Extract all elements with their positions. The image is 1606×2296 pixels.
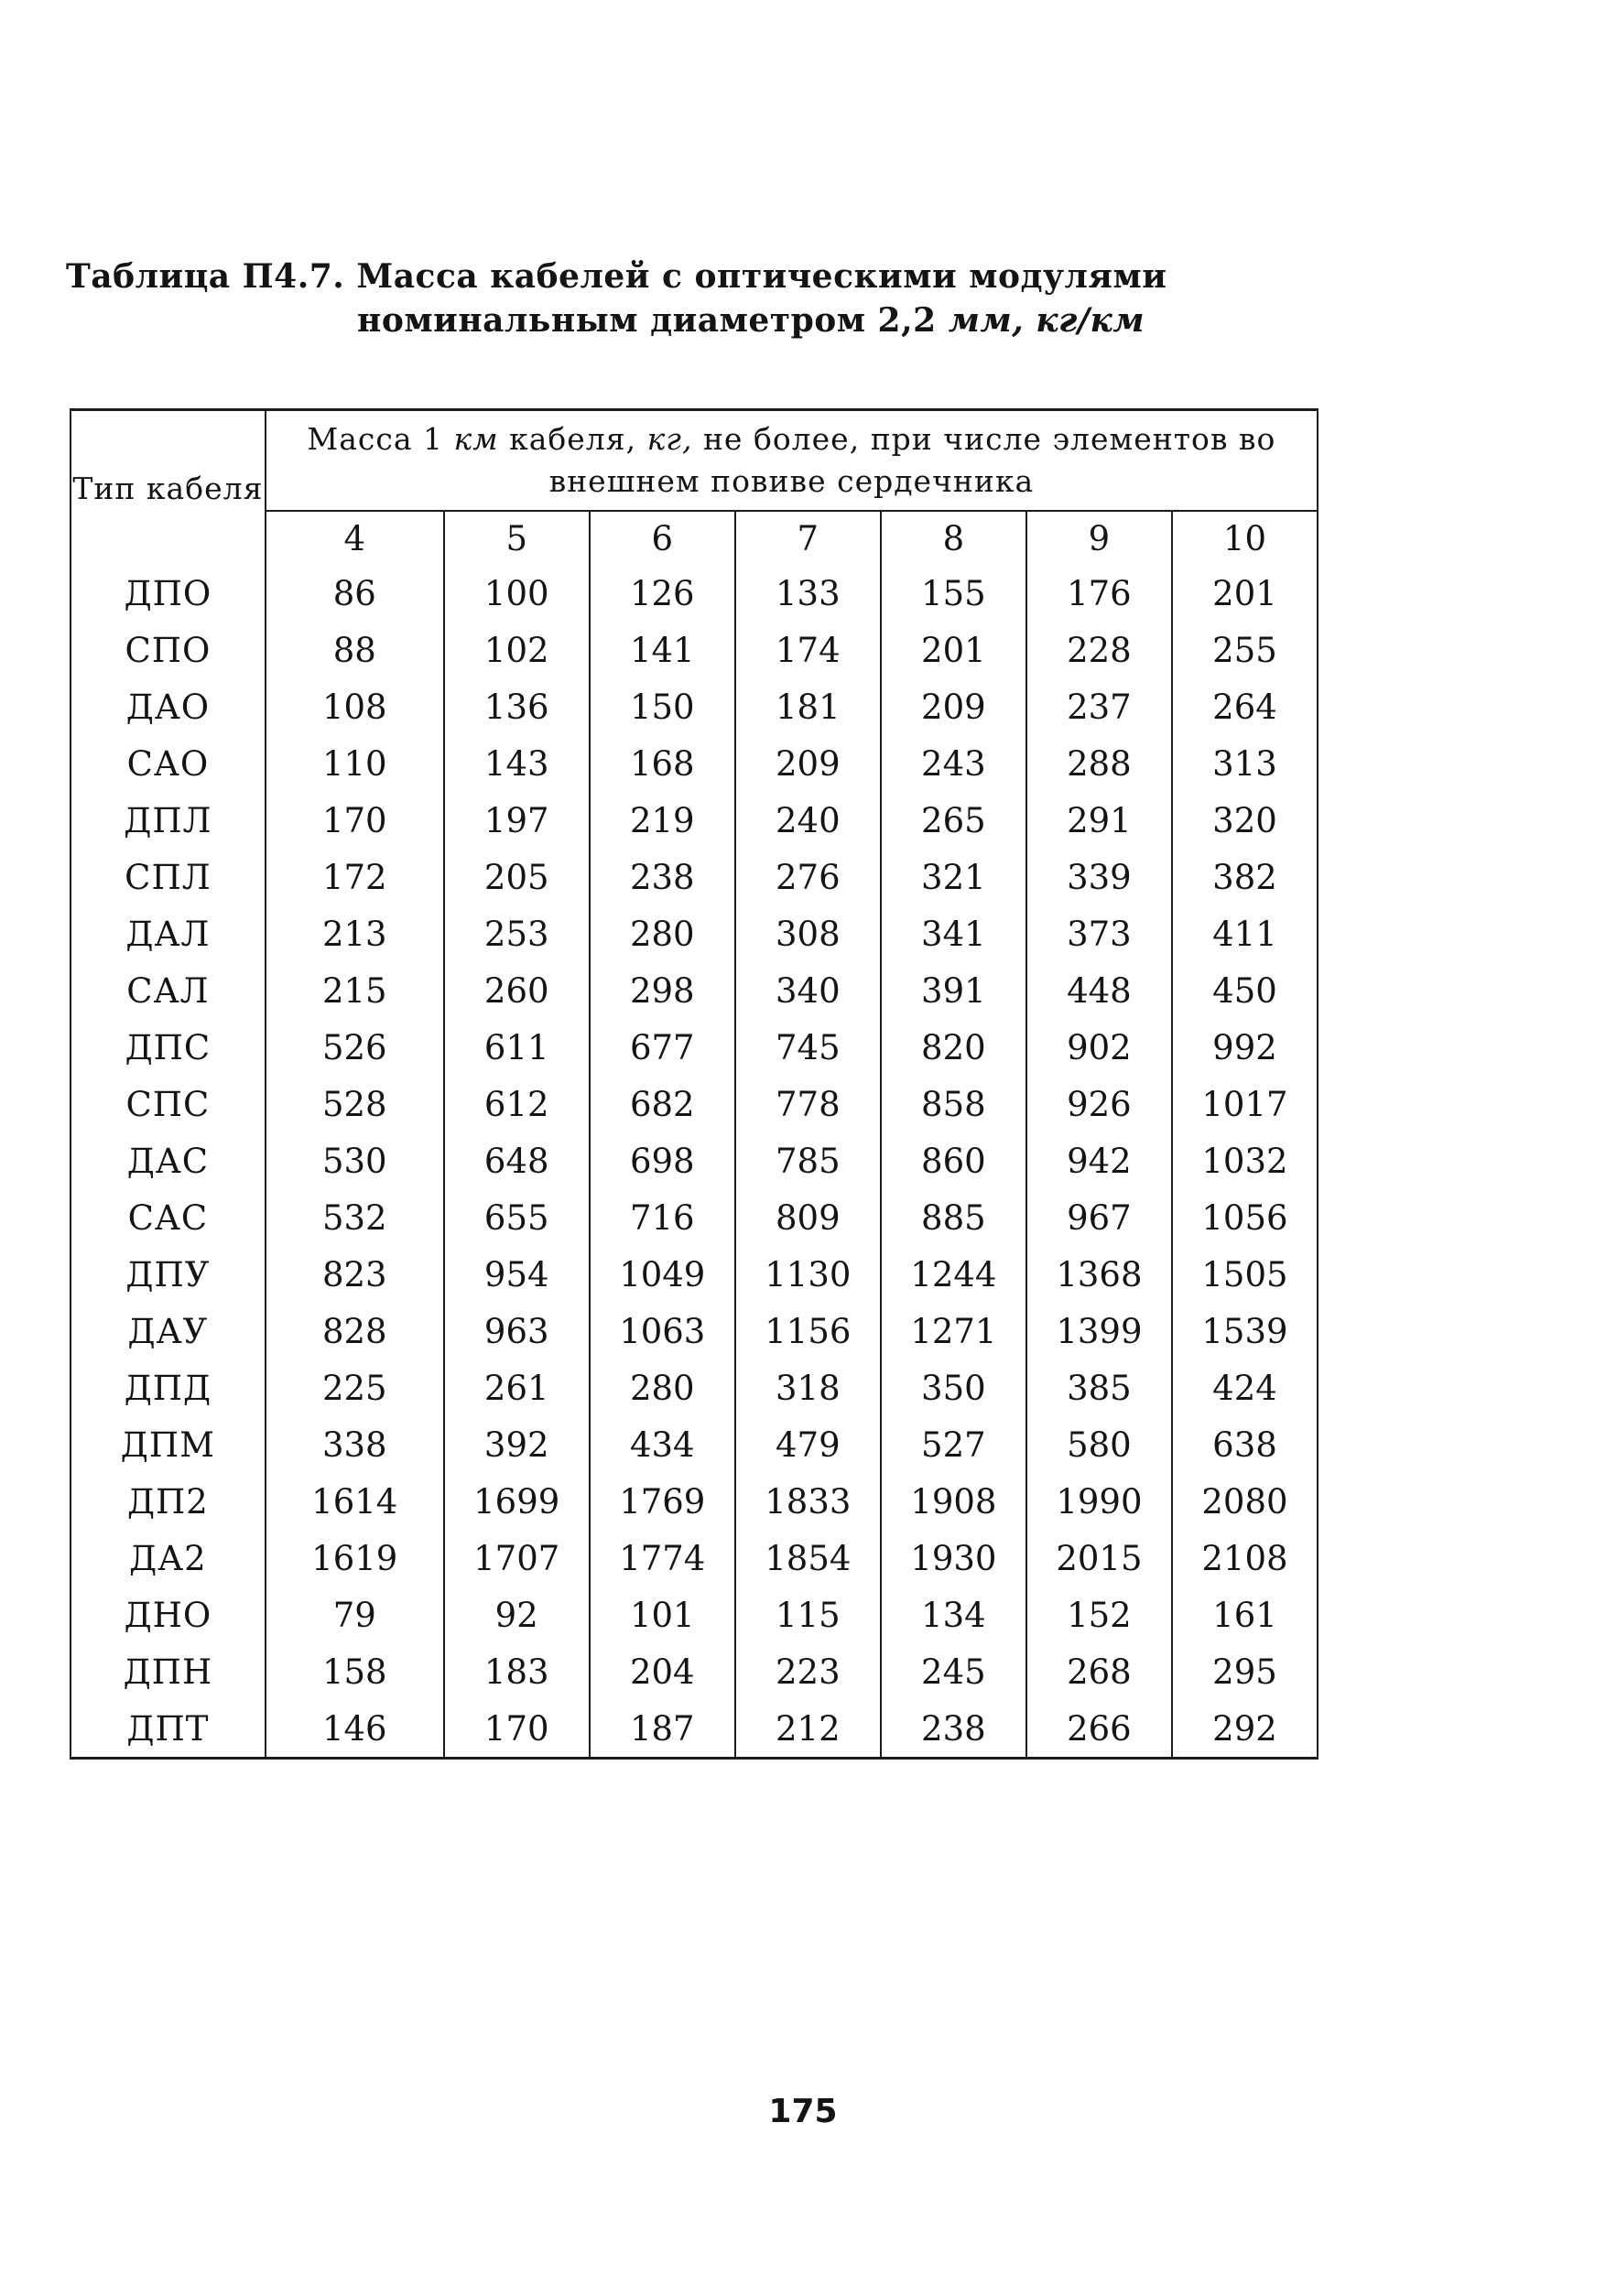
mass-value-cell: 197 bbox=[444, 792, 590, 849]
mass-value-cell: 245 bbox=[881, 1643, 1026, 1700]
mass-value-cell: 1271 bbox=[881, 1303, 1026, 1359]
group-header-part2: кабеля, bbox=[509, 421, 637, 457]
table-row bbox=[71, 1359, 1318, 1416]
mass-value-cell: 424 bbox=[1172, 1359, 1318, 1416]
page-number: 175 bbox=[768, 2093, 838, 2130]
mass-value-cell: 341 bbox=[881, 905, 1026, 962]
table-row bbox=[71, 905, 1318, 962]
group-header-kg: кг, bbox=[646, 421, 693, 457]
mass-value-cell: 176 bbox=[1026, 565, 1172, 622]
mass-value-cell: 238 bbox=[590, 849, 735, 905]
mass-value-cell: 1614 bbox=[266, 1473, 444, 1530]
cable-type-cell: ДПТ bbox=[71, 1700, 266, 1759]
mass-value-cell: 926 bbox=[1026, 1076, 1172, 1132]
mass-value-cell: 527 bbox=[881, 1416, 1026, 1473]
mass-value-cell: 820 bbox=[881, 1019, 1026, 1076]
table-row bbox=[71, 849, 1318, 905]
table-caption bbox=[66, 255, 1256, 342]
cable-type-cell: САО bbox=[71, 735, 266, 792]
mass-value-cell: 79 bbox=[266, 1587, 444, 1643]
mass-value-cell: 1699 bbox=[444, 1473, 590, 1530]
mass-value-cell: 450 bbox=[1172, 962, 1318, 1019]
cable-type-cell: ДПЛ bbox=[71, 792, 266, 849]
header-row-group bbox=[71, 410, 1318, 512]
mass-value-cell: 266 bbox=[1026, 1700, 1172, 1759]
mass-value-cell: 2108 bbox=[1172, 1530, 1318, 1587]
mass-value-cell: 295 bbox=[1172, 1643, 1318, 1700]
mass-value-cell: 152 bbox=[1026, 1587, 1172, 1643]
cable-type-cell: САЛ bbox=[71, 962, 266, 1019]
cable-type-cell: САС bbox=[71, 1189, 266, 1246]
mass-value-cell: 255 bbox=[1172, 622, 1318, 678]
caption-title-line-2: номинальным диаметром 2,2 bbox=[357, 301, 937, 340]
table-row bbox=[71, 1700, 1318, 1759]
group-header-km: км bbox=[453, 421, 499, 457]
mass-value-cell: 88 bbox=[266, 622, 444, 678]
mass-value-cell: 340 bbox=[735, 962, 881, 1019]
mass-value-cell: 134 bbox=[881, 1587, 1026, 1643]
mass-value-cell: 237 bbox=[1026, 678, 1172, 735]
mass-value-cell: 212 bbox=[735, 1700, 881, 1759]
mass-value-cell: 448 bbox=[1026, 962, 1172, 1019]
mass-value-cell: 745 bbox=[735, 1019, 881, 1076]
mass-value-cell: 1368 bbox=[1026, 1246, 1172, 1303]
mass-value-cell: 201 bbox=[1172, 565, 1318, 622]
element-count-column-header: 7 bbox=[735, 511, 881, 565]
cable-type-cell: ДАС bbox=[71, 1132, 266, 1189]
mass-value-cell: 219 bbox=[590, 792, 735, 849]
mass-value-cell: 126 bbox=[590, 565, 735, 622]
element-count-column-header: 6 bbox=[590, 511, 735, 565]
mass-value-cell: 133 bbox=[735, 565, 881, 622]
cable-type-cell: СПО bbox=[71, 622, 266, 678]
mass-value-cell: 215 bbox=[266, 962, 444, 1019]
mass-value-cell: 2080 bbox=[1172, 1473, 1318, 1530]
mass-value-cell: 1619 bbox=[266, 1530, 444, 1587]
element-count-column-header: 4 bbox=[266, 511, 444, 565]
cable-type-cell: СПС bbox=[71, 1076, 266, 1132]
mass-value-cell: 809 bbox=[735, 1189, 881, 1246]
table-row bbox=[71, 565, 1318, 622]
caption-unit: мм, кг/км bbox=[948, 301, 1145, 340]
cable-type-cell: ДПД bbox=[71, 1359, 266, 1416]
mass-value-cell: 260 bbox=[444, 962, 590, 1019]
mass-value-cell: 612 bbox=[444, 1076, 590, 1132]
mass-value-cell: 320 bbox=[1172, 792, 1318, 849]
mass-value-cell: 209 bbox=[735, 735, 881, 792]
mass-value-cell: 280 bbox=[590, 905, 735, 962]
mass-value-cell: 268 bbox=[1026, 1643, 1172, 1700]
mass-value-cell: 823 bbox=[266, 1246, 444, 1303]
table-row bbox=[71, 792, 1318, 849]
mass-value-cell: 102 bbox=[444, 622, 590, 678]
mass-value-cell: 1156 bbox=[735, 1303, 881, 1359]
mass-value-cell: 115 bbox=[735, 1587, 881, 1643]
mass-value-cell: 1769 bbox=[590, 1473, 735, 1530]
mass-value-cell: 204 bbox=[590, 1643, 735, 1700]
mass-value-cell: 858 bbox=[881, 1076, 1026, 1132]
mass-value-cell: 108 bbox=[266, 678, 444, 735]
mass-value-cell: 1707 bbox=[444, 1530, 590, 1587]
mass-value-cell: 528 bbox=[266, 1076, 444, 1132]
mass-value-cell: 228 bbox=[1026, 622, 1172, 678]
mass-value-cell: 785 bbox=[735, 1132, 881, 1189]
cable-type-cell: ДП2 bbox=[71, 1473, 266, 1530]
mass-value-cell: 146 bbox=[266, 1700, 444, 1759]
caption-line-2 bbox=[357, 298, 1256, 342]
table-row bbox=[71, 1246, 1318, 1303]
mass-value-cell: 223 bbox=[735, 1643, 881, 1700]
mass-value-cell: 1908 bbox=[881, 1473, 1026, 1530]
cable-type-cell: ДА2 bbox=[71, 1530, 266, 1587]
table-row bbox=[71, 1132, 1318, 1189]
mass-value-cell: 902 bbox=[1026, 1019, 1172, 1076]
mass-value-cell: 313 bbox=[1172, 735, 1318, 792]
table-row bbox=[71, 1643, 1318, 1700]
group-header-part1: Масса 1 bbox=[307, 421, 444, 457]
cable-type-cell: ДАУ bbox=[71, 1303, 266, 1359]
mass-value-cell: 205 bbox=[444, 849, 590, 905]
mass-value-cell: 382 bbox=[1172, 849, 1318, 905]
mass-value-cell: 143 bbox=[444, 735, 590, 792]
mass-value-cell: 298 bbox=[590, 962, 735, 1019]
cable-mass-table bbox=[70, 408, 1318, 1760]
mass-value-cell: 170 bbox=[444, 1700, 590, 1759]
mass-value-cell: 238 bbox=[881, 1700, 1026, 1759]
mass-value-cell: 677 bbox=[590, 1019, 735, 1076]
mass-value-cell: 187 bbox=[590, 1700, 735, 1759]
mass-value-cell: 136 bbox=[444, 678, 590, 735]
mass-value-cell: 611 bbox=[444, 1019, 590, 1076]
mass-value-cell: 373 bbox=[1026, 905, 1172, 962]
mass-value-cell: 264 bbox=[1172, 678, 1318, 735]
mass-value-cell: 530 bbox=[266, 1132, 444, 1189]
mass-value-cell: 778 bbox=[735, 1076, 881, 1132]
mass-value-cell: 526 bbox=[266, 1019, 444, 1076]
mass-value-cell: 1854 bbox=[735, 1530, 881, 1587]
mass-value-cell: 158 bbox=[266, 1643, 444, 1700]
mass-group-header bbox=[266, 410, 1318, 512]
cable-type-cell: ДПМ bbox=[71, 1416, 266, 1473]
mass-value-cell: 86 bbox=[266, 565, 444, 622]
mass-value-cell: 243 bbox=[881, 735, 1026, 792]
mass-value-cell: 321 bbox=[881, 849, 1026, 905]
mass-value-cell: 261 bbox=[444, 1359, 590, 1416]
mass-value-cell: 392 bbox=[444, 1416, 590, 1473]
mass-value-cell: 92 bbox=[444, 1587, 590, 1643]
mass-value-cell: 350 bbox=[881, 1359, 1026, 1416]
mass-value-cell: 1063 bbox=[590, 1303, 735, 1359]
mass-value-cell: 885 bbox=[881, 1189, 1026, 1246]
mass-value-cell: 100 bbox=[444, 565, 590, 622]
mass-value-cell: 1130 bbox=[735, 1246, 881, 1303]
mass-value-cell: 1017 bbox=[1172, 1076, 1318, 1132]
mass-value-cell: 201 bbox=[881, 622, 1026, 678]
mass-value-cell: 339 bbox=[1026, 849, 1172, 905]
mass-value-cell: 183 bbox=[444, 1643, 590, 1700]
mass-value-cell: 963 bbox=[444, 1303, 590, 1359]
mass-value-cell: 209 bbox=[881, 678, 1026, 735]
mass-value-cell: 682 bbox=[590, 1076, 735, 1132]
mass-value-cell: 101 bbox=[590, 1587, 735, 1643]
mass-value-cell: 265 bbox=[881, 792, 1026, 849]
mass-value-cell: 168 bbox=[590, 735, 735, 792]
table-row bbox=[71, 1416, 1318, 1473]
mass-value-cell: 1505 bbox=[1172, 1246, 1318, 1303]
table-row bbox=[71, 1530, 1318, 1587]
mass-value-cell: 942 bbox=[1026, 1132, 1172, 1189]
mass-value-cell: 1399 bbox=[1026, 1303, 1172, 1359]
element-count-column-header: 10 bbox=[1172, 511, 1318, 565]
cable-type-cell: ДПО bbox=[71, 565, 266, 622]
cable-type-cell: ДАЛ bbox=[71, 905, 266, 962]
element-count-column-header: 8 bbox=[881, 511, 1026, 565]
mass-value-cell: 213 bbox=[266, 905, 444, 962]
mass-value-cell: 150 bbox=[590, 678, 735, 735]
mass-value-cell: 954 bbox=[444, 1246, 590, 1303]
table-row bbox=[71, 735, 1318, 792]
mass-value-cell: 860 bbox=[881, 1132, 1026, 1189]
mass-value-cell: 155 bbox=[881, 565, 1026, 622]
mass-value-cell: 291 bbox=[1026, 792, 1172, 849]
mass-value-cell: 225 bbox=[266, 1359, 444, 1416]
cable-type-cell: ДПН bbox=[71, 1643, 266, 1700]
mass-value-cell: 292 bbox=[1172, 1700, 1318, 1759]
table-row bbox=[71, 1019, 1318, 1076]
mass-value-cell: 1539 bbox=[1172, 1303, 1318, 1359]
table-body bbox=[71, 565, 1318, 1759]
table-row bbox=[71, 1473, 1318, 1530]
mass-value-cell: 172 bbox=[266, 849, 444, 905]
mass-value-cell: 280 bbox=[590, 1359, 735, 1416]
mass-value-cell: 181 bbox=[735, 678, 881, 735]
mass-value-cell: 240 bbox=[735, 792, 881, 849]
cable-type-cell: ДНО bbox=[71, 1587, 266, 1643]
element-count-column-header: 5 bbox=[444, 511, 590, 565]
mass-value-cell: 434 bbox=[590, 1416, 735, 1473]
mass-value-cell: 655 bbox=[444, 1189, 590, 1246]
cable-type-cell: ДПУ bbox=[71, 1246, 266, 1303]
mass-value-cell: 385 bbox=[1026, 1359, 1172, 1416]
element-count-column-header: 9 bbox=[1026, 511, 1172, 565]
group-header-part3: не более, при числе элементов во внешнем повиве сердечника bbox=[548, 421, 1276, 499]
mass-value-cell: 253 bbox=[444, 905, 590, 962]
mass-value-cell: 532 bbox=[266, 1189, 444, 1246]
table-row bbox=[71, 678, 1318, 735]
mass-value-cell: 828 bbox=[266, 1303, 444, 1359]
cable-type-column-header: Тип кабеля bbox=[71, 410, 266, 566]
mass-value-cell: 1032 bbox=[1172, 1132, 1318, 1189]
mass-value-cell: 716 bbox=[590, 1189, 735, 1246]
mass-value-cell: 411 bbox=[1172, 905, 1318, 962]
mass-value-cell: 318 bbox=[735, 1359, 881, 1416]
table-row bbox=[71, 1076, 1318, 1132]
mass-value-cell: 479 bbox=[735, 1416, 881, 1473]
mass-value-cell: 161 bbox=[1172, 1587, 1318, 1643]
mass-value-cell: 1833 bbox=[735, 1473, 881, 1530]
mass-value-cell: 638 bbox=[1172, 1416, 1318, 1473]
mass-value-cell: 992 bbox=[1172, 1019, 1318, 1076]
cable-type-cell: ДПС bbox=[71, 1019, 266, 1076]
table-row bbox=[71, 1189, 1318, 1246]
mass-value-cell: 1930 bbox=[881, 1530, 1026, 1587]
table-row bbox=[71, 962, 1318, 1019]
mass-value-cell: 1244 bbox=[881, 1246, 1026, 1303]
table-row bbox=[71, 622, 1318, 678]
table-row bbox=[71, 1303, 1318, 1359]
mass-value-cell: 580 bbox=[1026, 1416, 1172, 1473]
mass-value-cell: 308 bbox=[735, 905, 881, 962]
mass-value-cell: 967 bbox=[1026, 1189, 1172, 1246]
mass-value-cell: 110 bbox=[266, 735, 444, 792]
mass-value-cell: 174 bbox=[735, 622, 881, 678]
table-row bbox=[71, 1587, 1318, 1643]
mass-value-cell: 1990 bbox=[1026, 1473, 1172, 1530]
caption-title-line-1: Масса кабелей с оптическими модулями bbox=[356, 257, 1167, 296]
mass-value-cell: 170 bbox=[266, 792, 444, 849]
mass-value-cell: 698 bbox=[590, 1132, 735, 1189]
mass-value-cell: 1774 bbox=[590, 1530, 735, 1587]
cable-type-cell: СПЛ bbox=[71, 849, 266, 905]
mass-value-cell: 2015 bbox=[1026, 1530, 1172, 1587]
mass-value-cell: 338 bbox=[266, 1416, 444, 1473]
caption-line-1 bbox=[66, 255, 1256, 298]
mass-value-cell: 648 bbox=[444, 1132, 590, 1189]
mass-value-cell: 276 bbox=[735, 849, 881, 905]
caption-label: Таблица П4.7. bbox=[66, 257, 345, 296]
mass-value-cell: 391 bbox=[881, 962, 1026, 1019]
mass-value-cell: 1056 bbox=[1172, 1189, 1318, 1246]
mass-value-cell: 141 bbox=[590, 622, 735, 678]
mass-value-cell: 288 bbox=[1026, 735, 1172, 792]
cable-type-cell: ДАО bbox=[71, 678, 266, 735]
mass-value-cell: 1049 bbox=[590, 1246, 735, 1303]
